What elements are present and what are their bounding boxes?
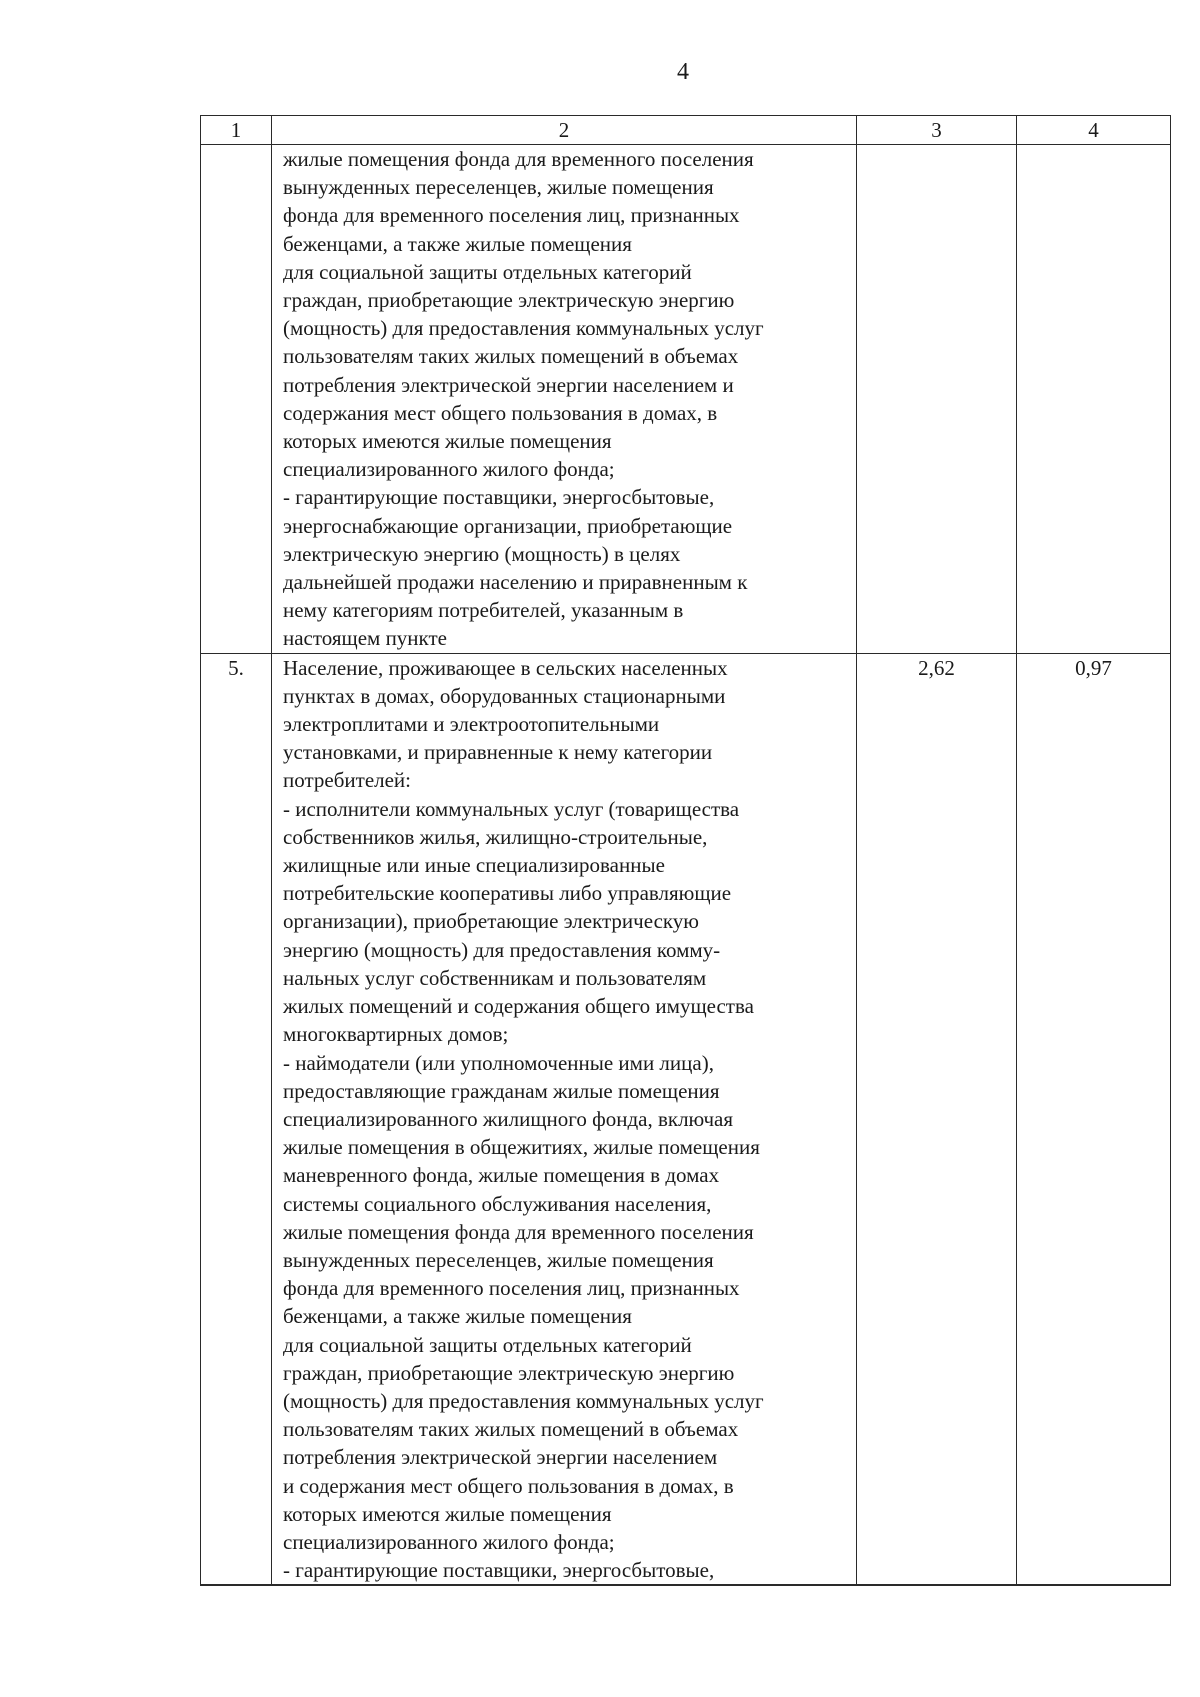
description-line: жилых помещений и содержания общего имущества: [283, 994, 754, 1019]
description-line: пользователям таких жилых помещений в объемах: [283, 1417, 739, 1442]
description-line: вынужденных переселенцев, жилые помещения: [283, 175, 714, 200]
description-line: энергоснабжающие организации, приобретающие: [283, 513, 733, 538]
description-line: - наймодатели (или уполномоченные ими лица),: [283, 1050, 714, 1075]
description-line: электроплитами и электроотопительными: [283, 712, 660, 737]
description-line: потребления электрической энергии населением и: [283, 372, 734, 397]
table-row: [201, 653, 1171, 1585]
description-line: предоставляющие гражданам жилые помещения: [283, 1078, 720, 1103]
description-line: организации), приобретающие электрическую: [283, 909, 699, 934]
header-col-3: 3: [857, 116, 1017, 145]
row-description: [272, 653, 857, 1585]
header-col-1: 1: [201, 116, 272, 145]
description-line: и содержания мест общего пользования в домах, в: [283, 1473, 734, 1498]
description-line: потребителей:: [283, 768, 412, 793]
description-line: которых имеются жилые помещения: [283, 429, 612, 454]
description-text: [272, 145, 856, 653]
description-line: содержания мест общего пользования в домах, в: [283, 400, 718, 425]
description-line: пользователям таких жилых помещений в объемах: [283, 344, 739, 369]
description-line: жилищные или иные специализированные: [283, 853, 665, 878]
row-description: [272, 145, 857, 654]
description-line: системы социального обслуживания населения,: [283, 1191, 712, 1216]
description-line: для социальной защиты отдельных категорий: [283, 1332, 692, 1357]
description-line: которых имеются жилые помещения: [283, 1501, 612, 1526]
row-number: 5.: [201, 653, 272, 1585]
description-line: жилые помещения в общежитиях, жилые помещения: [283, 1135, 760, 1160]
row-number: [201, 145, 272, 654]
table-header-row: [201, 116, 1171, 145]
description-line: (мощность) для предоставления коммунальных услуг: [283, 316, 764, 341]
description-line: для социальной защиты отдельных категорий: [283, 259, 692, 284]
description-line: вынужденных переселенцев, жилые помещения: [283, 1247, 714, 1272]
description-line: специализированного жилищного фонда, включая: [283, 1106, 733, 1131]
header-col-2: 2: [272, 116, 857, 145]
description-line: установками, и приравненные к нему категории: [283, 740, 713, 765]
page-number: 4: [677, 59, 689, 85]
description-line: дальнейшей продажи населению и приравненным к: [283, 570, 748, 595]
description-line: энергию (мощность) для предоставления комму-: [283, 937, 721, 962]
description-line: потребления электрической энергии населением: [283, 1445, 718, 1470]
description-line: пунктах в домах, оборудованных стационарными: [283, 683, 726, 708]
description-line: жилые помещения фонда для временного поселения: [283, 147, 754, 171]
description-line: жилые помещения фонда для временного поселения: [283, 1219, 754, 1244]
row-value-col3: 2,62: [857, 653, 1017, 1585]
description-line: специализированного жилого фонда;: [283, 457, 615, 482]
description-line: настоящем пункте: [283, 626, 447, 651]
description-line: граждан, приобретающие электрическую энергию: [283, 288, 735, 313]
description-line: собственников жилья, жилищно-строительные,: [283, 824, 708, 849]
description-line: фонда для временного поселения лиц, признанных: [283, 1276, 740, 1301]
description-line: - гарантирующие поставщики, энергосбытовые,: [283, 1558, 715, 1583]
row-value-col4: [1017, 145, 1171, 654]
description-line: нальных услуг собственникам и пользователям: [283, 965, 707, 990]
description-line: - гарантирующие поставщики, энергосбытовые,: [283, 485, 715, 510]
row-value-col3: [857, 145, 1017, 654]
row-value-col4: 0,97: [1017, 653, 1171, 1585]
description-line: Население, проживающее в сельских населенных: [283, 655, 728, 680]
description-line: многоквартирных домов;: [283, 1022, 509, 1047]
tariff-table: [200, 115, 1171, 1586]
description-line: фонда для временного поселения лиц, признанных: [283, 203, 740, 228]
description-line: беженцами, а также жилые помещения: [283, 1304, 632, 1329]
description-line: беженцами, а также жилые помещения: [283, 231, 632, 256]
table-row: [201, 145, 1171, 654]
description-line: - исполнители коммунальных услуг (товарищества: [283, 796, 740, 821]
description-line: нему категориям потребителей, указанным в: [283, 598, 684, 623]
description-line: граждан, приобретающие электрическую энергию: [283, 1360, 735, 1385]
header-col-4: 4: [1017, 116, 1171, 145]
description-line: специализированного жилого фонда;: [283, 1529, 615, 1554]
description-line: электрическую энергию (мощность) в целях: [283, 541, 681, 566]
description-line: (мощность) для предоставления коммунальных услуг: [283, 1388, 764, 1413]
description-line: маневренного фонда, жилые помещения в домах: [283, 1163, 720, 1188]
description-line: потребительские кооперативы либо управляющие: [283, 881, 732, 906]
description-text: [272, 654, 856, 1585]
